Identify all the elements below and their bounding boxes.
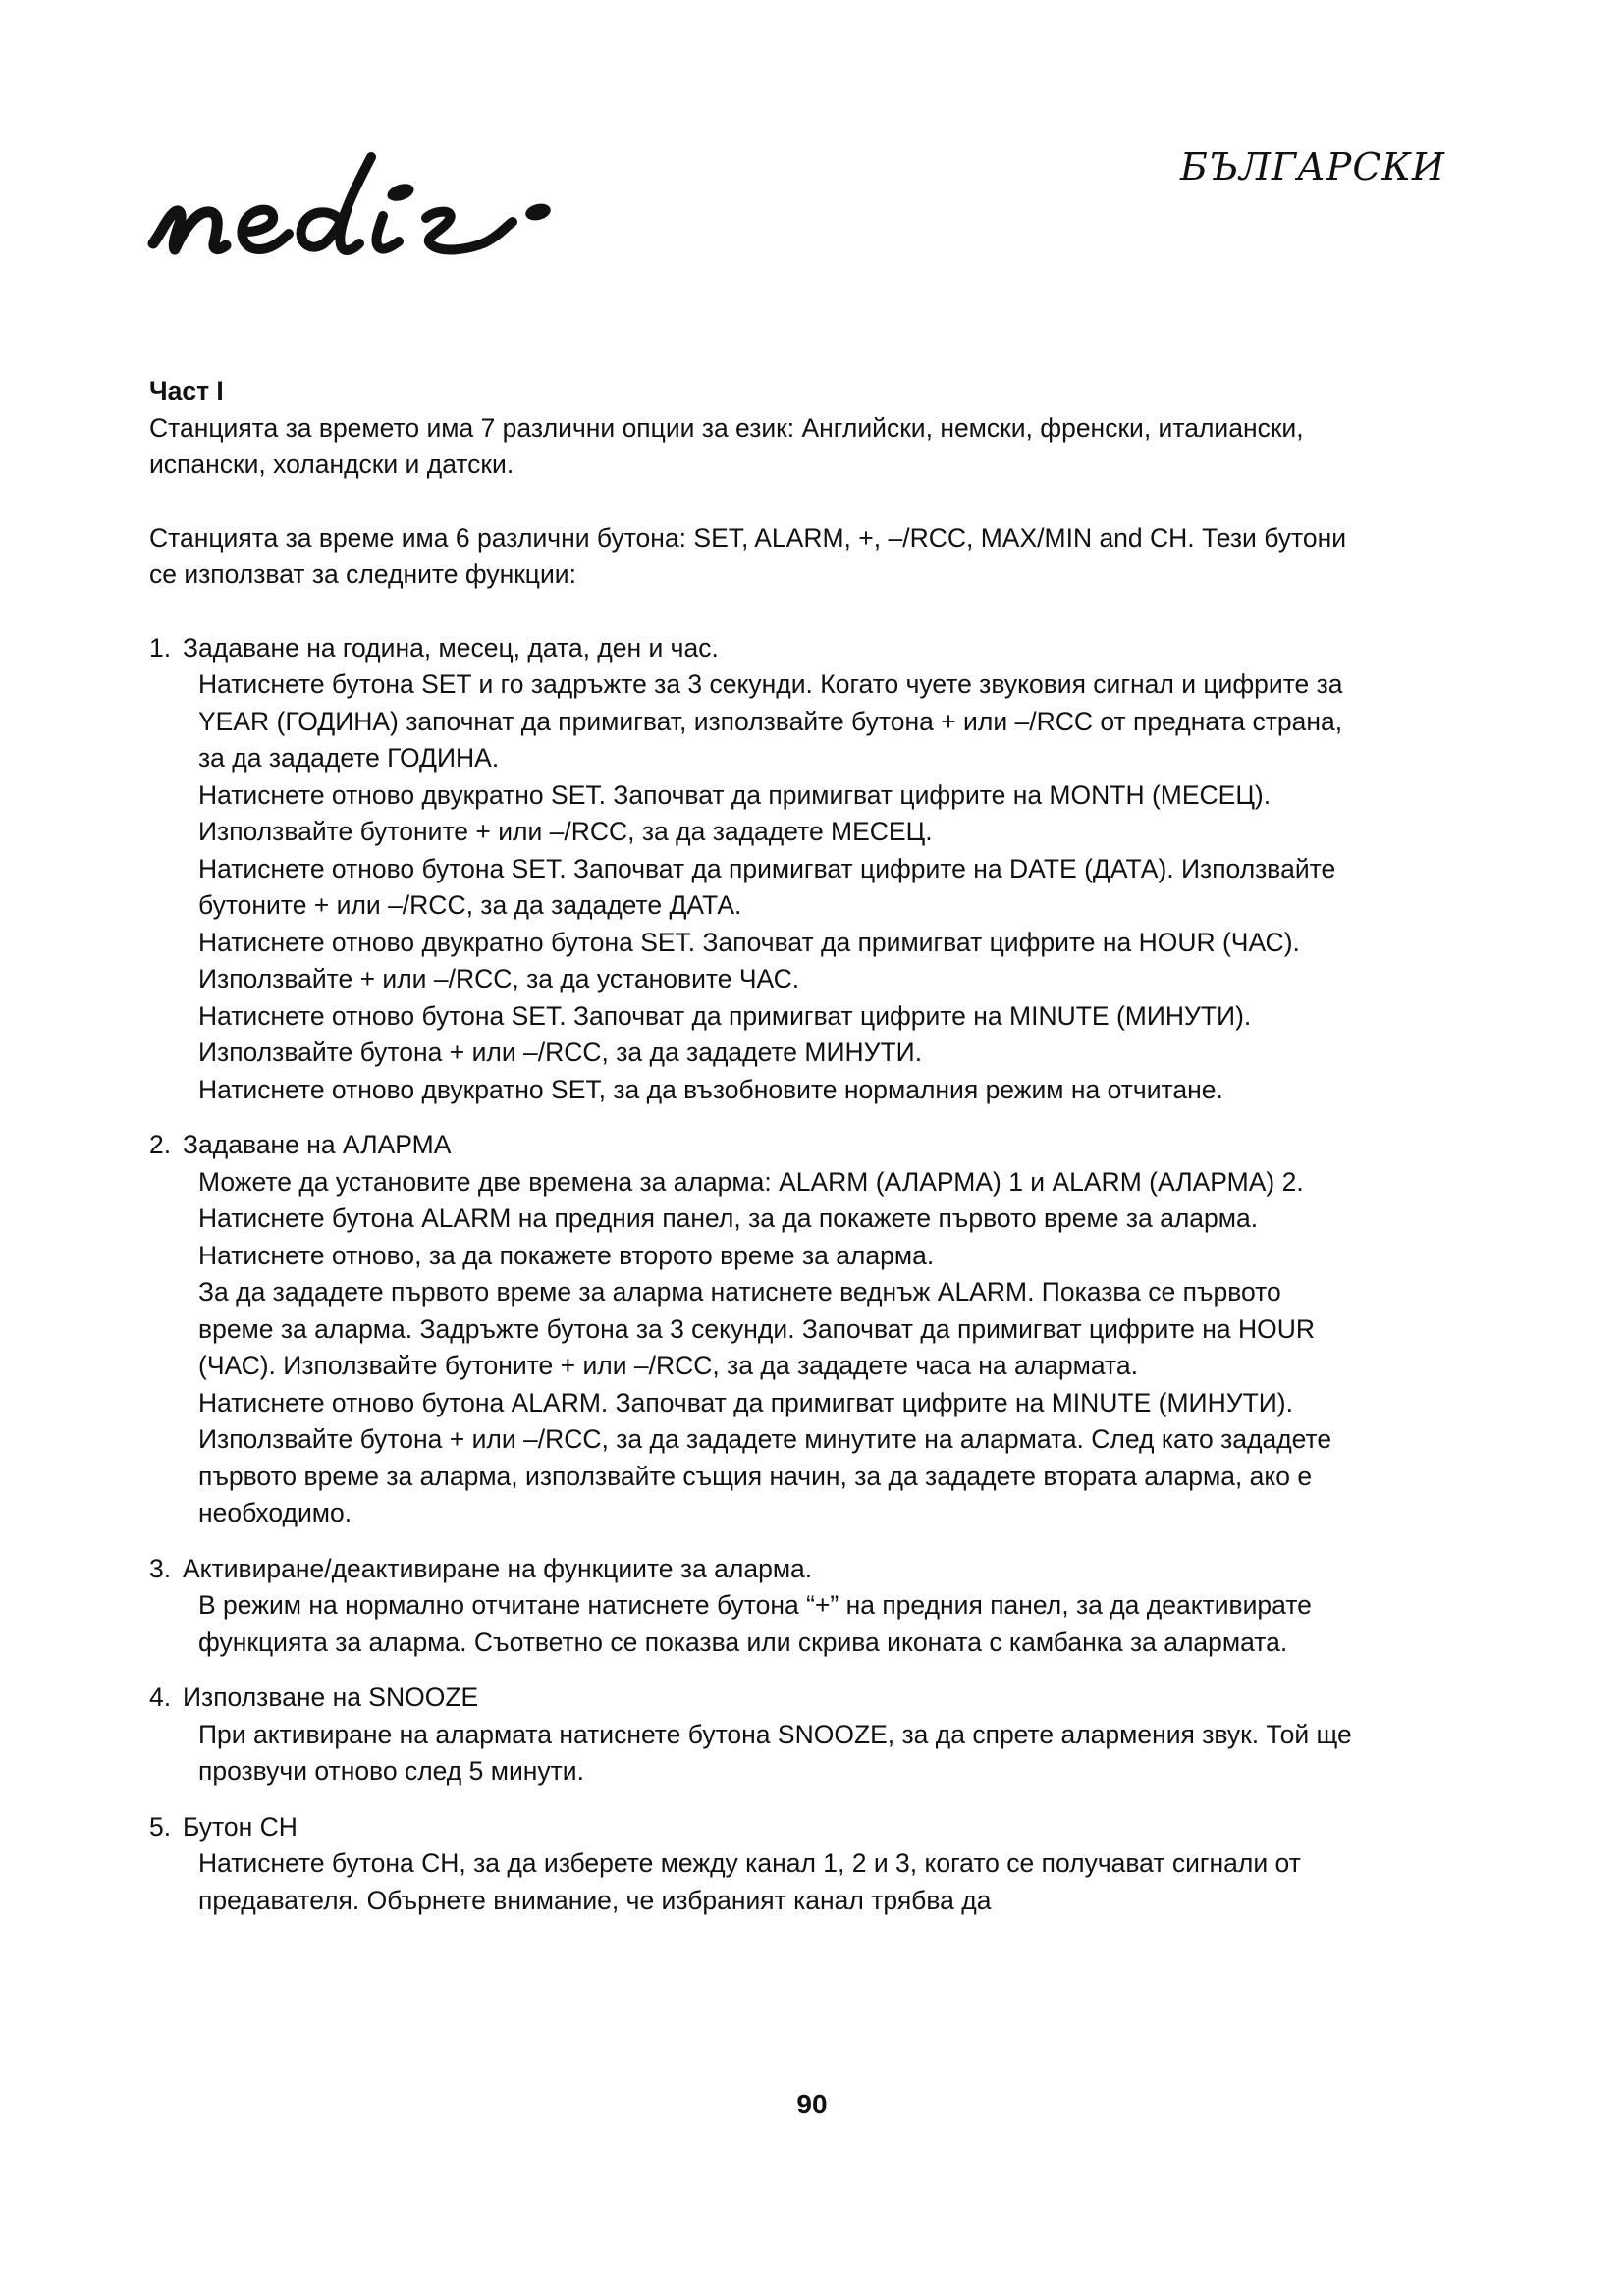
instruction-paragraph: Натиснете бутона CH, за да изберете между канал 1, 2 и 3, когато се получават сигнали от предавателя. Обърнете внимание, че избраният канал трябва да [198, 1848, 1301, 1915]
list-item-title [149, 630, 1357, 667]
instruction-paragraph: Натиснете отново двукратно SET, за да възобновите нормалния режим на отчитане. [198, 1074, 1223, 1104]
instruction-paragraph: Натиснете бутона SET и го задръжте за 3 секунди. Когато чуете звуковия сигнал и цифрите за YEAR (ГОДИНА) започнат да примигват, използвайте бутона + или –/RCC от предната страна, за да зададете ГОДИНА. [198, 669, 1343, 773]
list-item [149, 630, 1357, 1109]
list-item [149, 1680, 1357, 1790]
list-item-number: 5. [149, 1811, 172, 1842]
instruction-paragraph: Натиснете отново двукратно бутона SET. Започват да примигват цифрите на HOUR (ЧАС). Използвайте + или –/RCC, за да установите ЧАС. [198, 927, 1300, 993]
instruction-paragraph: Натиснете отново бутона SET. Започват да примигват цифрите на DATE (ДАТА). Използвайте бутоните + или –/RCC, за да зададете ДАТА. [198, 853, 1336, 920]
list-item-body [149, 1717, 1357, 1790]
intro-paragraph: Станцията за времето има 7 различни опции за език: Английски, немски, френски, италиански, испански, холандски и датски. [149, 412, 1304, 479]
list-item-body [149, 1587, 1357, 1661]
list-item [149, 1809, 1357, 1920]
list-item-number: 4. [149, 1682, 172, 1712]
instruction-paragraph: Натиснете отново бутона ALARM. Започват да примигват цифрите на MINUTE (МИНУТИ). Използвайте бутона + или –/RCC, за да зададете минутите на алармата. След като зададете първото време за аларма, използвайте същия начин, за да зададете втората аларма, ако е необходимо. [198, 1387, 1332, 1527]
instruction-paragraph: Можете да установите две времена за аларма: ALARM (АЛАРМА) 1 и ALARM (АЛАРМА) 2. [198, 1166, 1304, 1197]
list-item-body [149, 667, 1357, 1108]
instruction-list [149, 630, 1357, 1920]
nedis-logo-graphic [147, 147, 569, 275]
instruction-paragraph: Натиснете бутона ALARM на предния панел, за да покажете първото време за аларма. Натиснете отново, за да покажете второто време за аларма. [198, 1203, 1259, 1270]
intro-paragraph: Станцията за време има 6 различни бутона: SET, ALARM, +, –/RCC, MAX/MIN and CH. Тези бутони се използват за следните функции: [149, 522, 1347, 589]
list-item-body [149, 1845, 1357, 1919]
instruction-paragraph: В режим на нормално отчитане натиснете бутона “+” на предния панел, за да деактивирате функцията за аларма. Съответно се показва или скрива иконата с камбанка за алармата. [198, 1590, 1312, 1657]
instruction-paragraph: За да зададете първото време за аларма натиснете веднъж ALARM. Показва се първото време за аларма. Задръжте бутона за 3 секунди. Започват да примигват цифрите на HOUR (ЧАС). Използвайте бутоните + или –/RCC, за да зададете часа на алармата. [198, 1277, 1316, 1380]
list-item [149, 1127, 1357, 1532]
list-item-title [149, 1809, 1357, 1846]
list-item-body [149, 1164, 1357, 1532]
list-item-number: 3. [149, 1553, 172, 1583]
list-item-title [149, 1551, 1357, 1588]
list-item-number: 1. [149, 632, 172, 663]
page-number: 90 [796, 2089, 828, 2119]
list-item-title [149, 1127, 1357, 1164]
list-item-heading: Използване на SNOOZE [183, 1682, 479, 1712]
list-item-number: 2. [149, 1130, 172, 1159]
language-label: БЪЛГАРСКИ [1180, 145, 1445, 188]
list-item [149, 1551, 1357, 1662]
list-item-heading: Задаване на година, месец, дата, ден и час. [183, 632, 719, 663]
list-item-title [149, 1680, 1357, 1717]
list-item-heading: Задаване на АЛАРМА [183, 1130, 452, 1159]
instruction-paragraph: Натиснете отново двукратно SET. Започват да примигват цифрите на MONTH (МЕСЕЦ). Използвайте бутоните + или –/RCC, за да зададете МЕСЕЦ. [198, 779, 1272, 846]
part-title: Част I [149, 376, 224, 405]
instruction-paragraph: Натиснете отново бутона SET. Започват да примигват цифрите на MINUTE (МИНУТИ). Използвайте бутона + или –/RCC, за да зададете МИНУТИ. [198, 1000, 1252, 1067]
instruction-paragraph: При активиране на алармата натиснете бутона SNOOZE, за да спрете алармения звук. Той ще прозвучи отново след 5 минути. [198, 1719, 1352, 1786]
nedis-logo [147, 147, 569, 275]
list-item-heading: Активиране/деактивиране на функциите за аларма. [183, 1553, 813, 1583]
list-item-heading: Бутон CH [183, 1811, 298, 1842]
document-body [149, 373, 1357, 1938]
